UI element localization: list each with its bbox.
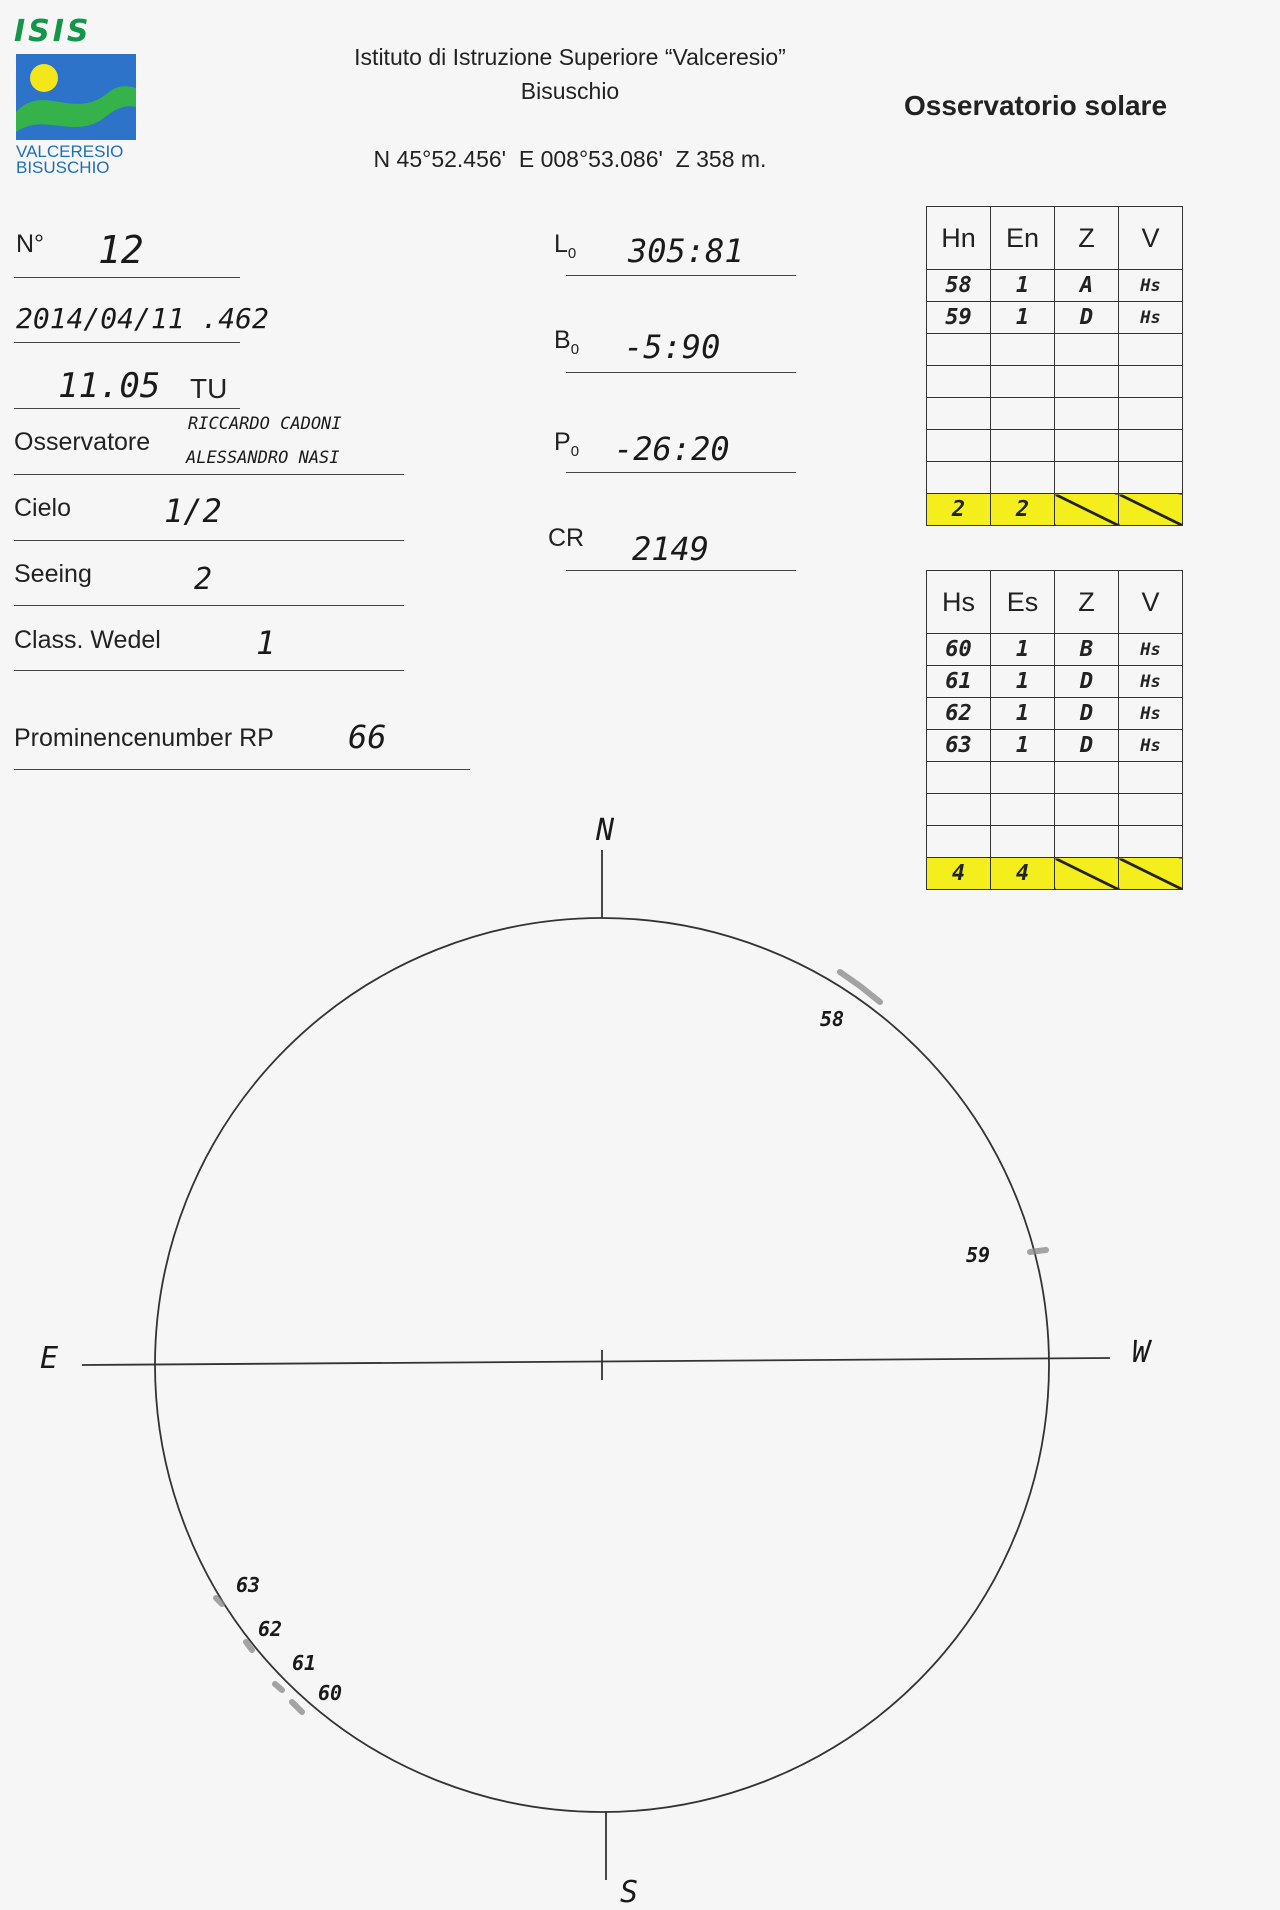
total-hs: 4: [927, 858, 991, 890]
p0-underline: [566, 472, 796, 473]
total-en: 2: [991, 494, 1055, 526]
sky-underline: [14, 540, 404, 541]
prominence-label-60: 60: [318, 1681, 343, 1705]
table-cell: 63: [927, 730, 991, 762]
prominence-label-61: 61: [292, 1651, 317, 1675]
prominence-61-mark: [275, 1684, 282, 1690]
total-hn: 2: [927, 494, 991, 526]
table-cell: Hs: [1119, 270, 1183, 302]
table-row: [927, 270, 1183, 302]
table-header-z: Z: [1055, 571, 1119, 634]
table-row: [927, 302, 1183, 334]
time-underline: [14, 408, 240, 409]
cr-value: 2149: [632, 530, 710, 568]
prominence-label: Prominencenumber RP: [14, 724, 274, 752]
l0-underline: [566, 275, 796, 276]
institute-name: Istituto di Istruzione Superiore “Valceresio”: [354, 44, 786, 70]
table-cell: D: [1055, 698, 1119, 730]
observatory-coordinates: N 45°52.456' E 008°53.086' Z 358 m.: [373, 146, 767, 172]
table-cell: 1: [991, 634, 1055, 666]
table-cell: A: [1055, 270, 1119, 302]
table-cell: 60: [927, 634, 991, 666]
time-unit: TU: [190, 373, 228, 404]
b0-value: -5:90: [624, 328, 721, 366]
prominence-value: 66: [348, 718, 387, 756]
date-value: 2014/04/11 .462: [16, 302, 269, 335]
table-row: [927, 634, 1183, 666]
table-row: [927, 698, 1183, 730]
cr-label: CR: [548, 524, 585, 552]
total-es: 4: [991, 858, 1055, 890]
logo-emblem-icon: [14, 52, 139, 142]
page-title: Osservatorio solare: [904, 90, 1168, 121]
table-header-es: Es: [991, 571, 1055, 634]
prominence-58-mark: [840, 972, 880, 1002]
table-cell: Hs: [1119, 302, 1183, 334]
wedel-label: Class. Wedel: [14, 626, 161, 654]
p0-label: $P_0$: [554, 428, 580, 460]
table-header-hn: Hn: [927, 207, 991, 270]
table-cell: 1: [991, 302, 1055, 334]
compass-east: E: [40, 1341, 59, 1376]
table-row: [927, 730, 1183, 762]
seeing-underline: [14, 605, 404, 606]
prominence-63-mark: [216, 1598, 222, 1604]
table-cell: 1: [991, 666, 1055, 698]
table-cell: D: [1055, 302, 1119, 334]
l0-label: $L_0$: [554, 230, 577, 262]
totals-row: [927, 494, 1183, 526]
institute-town: Bisuschio: [520, 78, 620, 104]
seeing-value: 2: [194, 562, 213, 597]
seeing-label: Seeing: [14, 560, 92, 588]
number-underline: [14, 277, 240, 278]
table-cell: 61: [927, 666, 991, 698]
compass-south: S: [620, 1875, 639, 1910]
table-cell: 59: [927, 302, 991, 334]
cr-underline: [566, 570, 796, 571]
table-cell: 1: [991, 270, 1055, 302]
compass-north: N: [596, 813, 615, 848]
prominence-60-mark: [292, 1702, 302, 1712]
observer-underline: [14, 474, 404, 475]
east-west-axis: [82, 1358, 1110, 1365]
table-header-v: V: [1119, 571, 1183, 634]
table-cell: D: [1055, 730, 1119, 762]
number-label: N°: [16, 230, 45, 258]
table-cell: B: [1055, 634, 1119, 666]
blank-cell: [1119, 494, 1183, 526]
table-cell: Hs: [1119, 634, 1183, 666]
prominence-underline: [14, 769, 470, 770]
logo-line-2: BISUSCHIO: [16, 158, 110, 177]
table-cell: Hs: [1119, 730, 1183, 762]
b0-underline: [566, 372, 796, 373]
school-logo: [14, 14, 144, 177]
wedel-underline: [14, 670, 404, 671]
table-cell: 1: [991, 698, 1055, 730]
table-cell: Hs: [1119, 666, 1183, 698]
observer-label: Osservatore: [14, 428, 151, 456]
l0-value: 305:81: [628, 232, 744, 270]
sky-label: Cielo: [14, 494, 71, 522]
table-cell: 1: [991, 730, 1055, 762]
compass-west: W: [1132, 1335, 1151, 1370]
logo-wordmark: ISIS: [14, 14, 92, 49]
table-header-hs: Hs: [927, 571, 991, 634]
table-cell: 58: [927, 270, 991, 302]
table-cell: Hs: [1119, 698, 1183, 730]
time-value: 11.05: [58, 366, 161, 406]
number-value: 12: [98, 228, 144, 272]
observer-name-1: RICCARDO CADONI: [188, 414, 342, 434]
prominence-59-mark: [1030, 1250, 1046, 1252]
p0-value: -26:20: [614, 430, 730, 468]
table-cell: 62: [927, 698, 991, 730]
table-row: [927, 666, 1183, 698]
table-header-en: En: [991, 207, 1055, 270]
table-header-z: Z: [1055, 207, 1119, 270]
table-cell: D: [1055, 666, 1119, 698]
prominence-label-58: 58: [820, 1007, 845, 1031]
prominence-label-62: 62: [258, 1617, 283, 1641]
north-hemisphere-table: [926, 206, 1183, 526]
table-header-v: V: [1119, 207, 1183, 270]
wedel-value: 1: [256, 624, 276, 662]
prominence-label-59: 59: [966, 1243, 991, 1267]
solar-disk-diagram: [20, 790, 1200, 1910]
observer-name-2: ALESSANDRO NASI: [186, 448, 340, 468]
logo-line-1: VALCERESIO: [16, 142, 124, 161]
b0-label: $B_0$: [554, 326, 580, 358]
prominence-label-63: 63: [236, 1573, 261, 1597]
date-underline: [14, 342, 240, 343]
blank-cell: [1055, 494, 1119, 526]
sky-value: 1/2: [164, 492, 222, 530]
